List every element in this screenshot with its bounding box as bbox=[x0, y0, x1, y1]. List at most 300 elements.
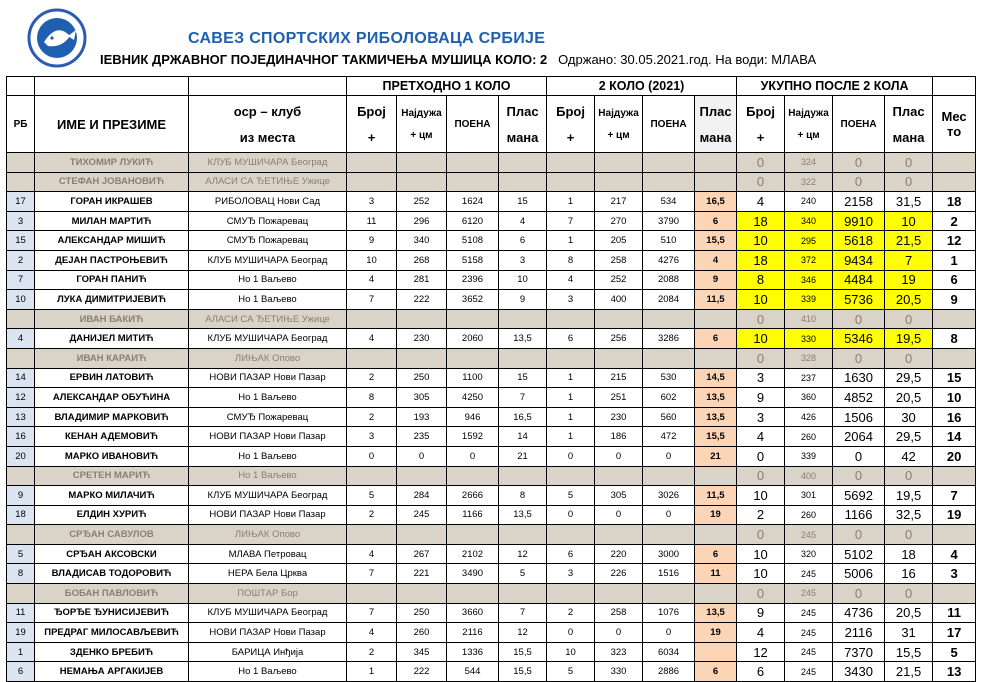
row-total-cell: 245 bbox=[785, 642, 833, 662]
col-broj: Број + bbox=[547, 96, 595, 153]
row-prev-cell: 21 bbox=[499, 446, 547, 466]
row-total-cell: 0 bbox=[737, 446, 785, 466]
row-rb: 10 bbox=[7, 290, 35, 310]
row-mesto: 19 bbox=[933, 505, 976, 525]
row-round2-cell bbox=[643, 584, 695, 604]
row-round2-cell: 1 bbox=[547, 388, 595, 408]
row-rb: 11 bbox=[7, 603, 35, 623]
row-rb: 15 bbox=[7, 231, 35, 251]
row-prev-cell: 2 bbox=[347, 642, 397, 662]
row-total-cell: 32,5 bbox=[885, 505, 933, 525]
row-prev-cell bbox=[397, 348, 447, 368]
competition-title: ІЕВНИК ДРЖАВНОГ ПОЈЕДИНАЧНОГ ТАКМИЧЕЊА МУШИЦА КОЛО: 2 bbox=[100, 52, 548, 67]
row-name: МИЛАН МАРТИЋ bbox=[35, 211, 189, 231]
table-row bbox=[7, 662, 976, 682]
col-club: оср – клуб из места bbox=[189, 96, 347, 153]
row-total-cell: 1630 bbox=[833, 368, 885, 388]
row-prev-cell bbox=[397, 309, 447, 329]
row-round2-cell bbox=[595, 153, 643, 173]
row-club: ЛИЊАК Опово bbox=[189, 348, 347, 368]
row-prev-cell: 13,5 bbox=[499, 329, 547, 349]
row-total-cell: 7 bbox=[885, 250, 933, 270]
row-mesto: 8 bbox=[933, 329, 976, 349]
row-round2-cell: 13,5 bbox=[695, 407, 737, 427]
row-round2-cell: 4 bbox=[547, 270, 595, 290]
row-prev-cell: 9 bbox=[347, 231, 397, 251]
row-total-cell: 400 bbox=[785, 466, 833, 486]
row-mesto bbox=[933, 584, 976, 604]
row-total-cell: 245 bbox=[785, 525, 833, 545]
row-rb bbox=[7, 584, 35, 604]
row-prev-cell bbox=[447, 309, 499, 329]
row-mesto bbox=[933, 466, 976, 486]
row-name: ЛУКА ДИМИТРИЈЕВИЋ bbox=[35, 290, 189, 310]
row-total-cell: 320 bbox=[785, 544, 833, 564]
row-prev-cell: 946 bbox=[447, 407, 499, 427]
row-prev-cell: 230 bbox=[397, 329, 447, 349]
row-club: НОВИ ПАЗАР Нови Пазар bbox=[189, 623, 347, 643]
row-total-cell: 7370 bbox=[833, 642, 885, 662]
row-club: КЛУБ МУШИЧАРА Београд bbox=[189, 153, 347, 173]
row-prev-cell bbox=[347, 466, 397, 486]
row-prev-cell: 0 bbox=[397, 446, 447, 466]
row-round2-cell bbox=[695, 584, 737, 604]
row-total-cell: 237 bbox=[785, 368, 833, 388]
row-total-cell: 339 bbox=[785, 290, 833, 310]
row-total-cell: 9 bbox=[737, 388, 785, 408]
row-prev-cell: 1592 bbox=[447, 427, 499, 447]
row-prev-cell: 8 bbox=[347, 388, 397, 408]
row-total-cell: 0 bbox=[833, 153, 885, 173]
row-total-cell: 245 bbox=[785, 662, 833, 682]
row-prev-cell: 12 bbox=[499, 544, 547, 564]
row-total-cell: 410 bbox=[785, 309, 833, 329]
row-mesto bbox=[933, 172, 976, 192]
row-total-cell: 2158 bbox=[833, 192, 885, 212]
row-total-cell: 0 bbox=[737, 153, 785, 173]
row-prev-cell: 2116 bbox=[447, 623, 499, 643]
table-row bbox=[7, 309, 976, 329]
row-rb bbox=[7, 153, 35, 173]
row-prev-cell bbox=[499, 153, 547, 173]
row-prev-cell bbox=[447, 584, 499, 604]
row-round2-cell: 252 bbox=[595, 270, 643, 290]
row-total-cell: 19,5 bbox=[885, 486, 933, 506]
row-total-cell: 346 bbox=[785, 270, 833, 290]
row-prev-cell bbox=[397, 172, 447, 192]
held-info: Одржано: 30.05.2021.год. На води: МЛАВА bbox=[558, 52, 817, 67]
row-total-cell: 3430 bbox=[833, 662, 885, 682]
row-club: НОВИ ПАЗАР Нови Пазар bbox=[189, 368, 347, 388]
row-round2-cell: 258 bbox=[595, 603, 643, 623]
row-prev-cell: 250 bbox=[397, 603, 447, 623]
row-total-cell: 29,5 bbox=[885, 368, 933, 388]
row-club: Но 1 Ваљево bbox=[189, 662, 347, 682]
row-total-cell: 0 bbox=[885, 525, 933, 545]
row-prev-cell: 5158 bbox=[447, 250, 499, 270]
col-rb: РБ bbox=[7, 96, 35, 153]
row-round2-cell: 251 bbox=[595, 388, 643, 408]
row-name: БОБАН ПАВЛОВИЋ bbox=[35, 584, 189, 604]
row-total-cell: 10 bbox=[737, 231, 785, 251]
row-round2-cell: 534 bbox=[643, 192, 695, 212]
row-prev-cell: 305 bbox=[397, 388, 447, 408]
row-round2-cell: 6 bbox=[695, 662, 737, 682]
row-round2-cell: 19 bbox=[695, 623, 737, 643]
row-rb: 4 bbox=[7, 329, 35, 349]
row-total-cell: 1166 bbox=[833, 505, 885, 525]
row-round2-cell: 0 bbox=[547, 623, 595, 643]
row-prev-cell: 4 bbox=[347, 544, 397, 564]
row-total-cell: 0 bbox=[737, 525, 785, 545]
row-prev-cell bbox=[347, 348, 397, 368]
row-round2-cell: 11,5 bbox=[695, 290, 737, 310]
row-name: ВЛАДИМИР МАРКОВИЋ bbox=[35, 407, 189, 427]
row-round2-cell: 5 bbox=[547, 662, 595, 682]
row-total-cell: 15,5 bbox=[885, 642, 933, 662]
row-mesto: 4 bbox=[933, 544, 976, 564]
row-name: МАРКО ИВАНОВИЋ bbox=[35, 446, 189, 466]
row-rb: 5 bbox=[7, 544, 35, 564]
row-round2-cell: 1 bbox=[547, 427, 595, 447]
row-total-cell: 0 bbox=[885, 153, 933, 173]
results-table bbox=[6, 76, 976, 682]
row-round2-cell bbox=[695, 348, 737, 368]
row-mesto: 1 bbox=[933, 250, 976, 270]
row-prev-cell: 340 bbox=[397, 231, 447, 251]
row-total-cell: 10 bbox=[737, 486, 785, 506]
row-prev-cell: 7 bbox=[347, 603, 397, 623]
row-round2-cell bbox=[695, 466, 737, 486]
row-total-cell: 29,5 bbox=[885, 427, 933, 447]
table-row bbox=[7, 329, 976, 349]
row-prev-cell bbox=[499, 172, 547, 192]
row-total-cell: 0 bbox=[885, 584, 933, 604]
row-round2-cell: 510 bbox=[643, 231, 695, 251]
row-prev-cell bbox=[499, 525, 547, 545]
row-total-cell: 18 bbox=[737, 250, 785, 270]
row-round2-cell bbox=[547, 348, 595, 368]
row-total-cell: 30 bbox=[885, 407, 933, 427]
table-row bbox=[7, 603, 976, 623]
row-prev-cell: 3 bbox=[347, 192, 397, 212]
row-prev-cell: 2102 bbox=[447, 544, 499, 564]
row-round2-cell: 6 bbox=[695, 544, 737, 564]
row-name: ЗДЕНКО БРЕБИЋ bbox=[35, 642, 189, 662]
row-name: ИВАН БАКИЋ bbox=[35, 309, 189, 329]
row-prev-cell bbox=[397, 466, 447, 486]
row-prev-cell bbox=[499, 466, 547, 486]
row-prev-cell: 6120 bbox=[447, 211, 499, 231]
row-prev-cell: 284 bbox=[397, 486, 447, 506]
row-prev-cell bbox=[499, 584, 547, 604]
row-round2-cell: 6034 bbox=[643, 642, 695, 662]
row-round2-cell: 3790 bbox=[643, 211, 695, 231]
row-round2-cell: 2088 bbox=[643, 270, 695, 290]
row-total-cell: 4852 bbox=[833, 388, 885, 408]
row-prev-cell: 544 bbox=[447, 662, 499, 682]
row-round2-cell bbox=[695, 153, 737, 173]
row-total-cell: 0 bbox=[737, 584, 785, 604]
row-round2-cell: 0 bbox=[643, 446, 695, 466]
row-round2-cell: 15,5 bbox=[695, 427, 737, 447]
row-prev-cell: 0 bbox=[447, 446, 499, 466]
row-round2-cell: 0 bbox=[643, 623, 695, 643]
row-total-cell: 0 bbox=[885, 466, 933, 486]
row-prev-cell: 221 bbox=[397, 564, 447, 584]
row-total-cell: 360 bbox=[785, 388, 833, 408]
row-prev-cell: 4 bbox=[347, 329, 397, 349]
row-prev-cell: 15,5 bbox=[499, 642, 547, 662]
row-club: ЛИЊАК Опово bbox=[189, 525, 347, 545]
row-total-cell: 301 bbox=[785, 486, 833, 506]
table-row bbox=[7, 446, 976, 466]
table-row bbox=[7, 584, 976, 604]
row-round2-cell bbox=[547, 309, 595, 329]
row-prev-cell: 5 bbox=[347, 486, 397, 506]
row-name: СРЂАН АКСОВСКИ bbox=[35, 544, 189, 564]
row-prev-cell bbox=[447, 466, 499, 486]
row-prev-cell: 10 bbox=[347, 250, 397, 270]
row-round2-cell: 0 bbox=[643, 505, 695, 525]
col-broj: Број + bbox=[737, 96, 785, 153]
row-rb: 17 bbox=[7, 192, 35, 212]
row-club: Но 1 Ваљево bbox=[189, 446, 347, 466]
row-prev-cell bbox=[347, 309, 397, 329]
row-total-cell: 4736 bbox=[833, 603, 885, 623]
row-total-cell: 4 bbox=[737, 427, 785, 447]
row-round2-cell: 226 bbox=[595, 564, 643, 584]
row-prev-cell: 1 bbox=[347, 662, 397, 682]
col-plasman: Плас мана bbox=[695, 96, 737, 153]
row-round2-cell bbox=[595, 525, 643, 545]
row-prev-cell: 260 bbox=[397, 623, 447, 643]
row-round2-cell: 0 bbox=[595, 623, 643, 643]
row-club: АЛАСИ СА ЂЕТИЊЕ Ужице bbox=[189, 172, 347, 192]
row-total-cell: 372 bbox=[785, 250, 833, 270]
row-mesto bbox=[933, 348, 976, 368]
row-prev-cell: 1624 bbox=[447, 192, 499, 212]
row-total-cell: 31 bbox=[885, 623, 933, 643]
row-total-cell: 10 bbox=[737, 329, 785, 349]
row-prev-cell: 3 bbox=[499, 250, 547, 270]
row-total-cell: 260 bbox=[785, 427, 833, 447]
row-name: ДАНИЈЕЛ МИТИЋ bbox=[35, 329, 189, 349]
col-plasman: Плас мана bbox=[885, 96, 933, 153]
col-najduza: Најдужа + цм bbox=[397, 96, 447, 153]
col-plasman: Плас мана bbox=[499, 96, 547, 153]
row-round2-cell: 6 bbox=[547, 329, 595, 349]
table-row bbox=[7, 211, 976, 231]
row-total-cell: 5006 bbox=[833, 564, 885, 584]
table-row bbox=[7, 407, 976, 427]
row-total-cell: 18 bbox=[885, 544, 933, 564]
row-round2-cell: 1 bbox=[547, 231, 595, 251]
table-row bbox=[7, 270, 976, 290]
row-prev-cell: 5108 bbox=[447, 231, 499, 251]
row-round2-cell: 270 bbox=[595, 211, 643, 231]
table-row bbox=[7, 427, 976, 447]
row-club: СМУЂ Пожаревац bbox=[189, 211, 347, 231]
row-club: НОВИ ПАЗАР Нови Пазар bbox=[189, 505, 347, 525]
row-round2-cell bbox=[643, 153, 695, 173]
row-rb: 7 bbox=[7, 270, 35, 290]
row-prev-cell: 3652 bbox=[447, 290, 499, 310]
row-round2-cell: 14,5 bbox=[695, 368, 737, 388]
row-prev-cell: 16,5 bbox=[499, 407, 547, 427]
row-prev-cell: 15 bbox=[499, 192, 547, 212]
row-prev-cell bbox=[347, 153, 397, 173]
row-round2-cell bbox=[695, 525, 737, 545]
row-club: БАРИЦА Инђија bbox=[189, 642, 347, 662]
row-mesto: 7 bbox=[933, 486, 976, 506]
row-round2-cell: 8 bbox=[547, 250, 595, 270]
row-total-cell: 20,5 bbox=[885, 603, 933, 623]
row-round2-cell: 0 bbox=[595, 446, 643, 466]
row-total-cell: 0 bbox=[833, 584, 885, 604]
row-rb: 9 bbox=[7, 486, 35, 506]
table-row bbox=[7, 525, 976, 545]
row-club: РИБОЛОВАЦ Нови Сад bbox=[189, 192, 347, 212]
row-total-cell: 0 bbox=[833, 172, 885, 192]
table-row bbox=[7, 564, 976, 584]
row-round2-cell: 0 bbox=[595, 505, 643, 525]
row-prev-cell: 296 bbox=[397, 211, 447, 231]
row-club: НЕРА Бела Црква bbox=[189, 564, 347, 584]
row-total-cell: 0 bbox=[833, 446, 885, 466]
row-prev-cell: 4 bbox=[499, 211, 547, 231]
table-row bbox=[7, 368, 976, 388]
row-round2-cell: 220 bbox=[595, 544, 643, 564]
table-row bbox=[7, 348, 976, 368]
row-round2-cell: 323 bbox=[595, 642, 643, 662]
row-round2-cell: 6 bbox=[695, 329, 737, 349]
row-name: ГОРАН ИКРАШЕВ bbox=[35, 192, 189, 212]
row-name: СРЂАН САВУЛОВ bbox=[35, 525, 189, 545]
row-prev-cell: 2396 bbox=[447, 270, 499, 290]
row-total-cell: 21,5 bbox=[885, 662, 933, 682]
row-club: КЛУБ МУШИЧАРА Београд bbox=[189, 329, 347, 349]
group-header-round2: 2 КОЛО (2021) bbox=[547, 77, 737, 96]
row-prev-cell: 252 bbox=[397, 192, 447, 212]
row-round2-cell bbox=[595, 309, 643, 329]
row-total-cell: 245 bbox=[785, 603, 833, 623]
row-round2-cell bbox=[643, 348, 695, 368]
group-header-total: УКУПНО ПОСЛЕ 2 КОЛА bbox=[737, 77, 933, 96]
row-total-cell: 20,5 bbox=[885, 290, 933, 310]
row-round2-cell: 0 bbox=[547, 446, 595, 466]
row-prev-cell: 7 bbox=[499, 603, 547, 623]
table-row bbox=[7, 172, 976, 192]
row-club: Но 1 Ваљево bbox=[189, 388, 347, 408]
row-prev-cell: 4 bbox=[347, 623, 397, 643]
row-prev-cell: 7 bbox=[347, 564, 397, 584]
row-rb: 20 bbox=[7, 446, 35, 466]
row-round2-cell: 256 bbox=[595, 329, 643, 349]
row-round2-cell bbox=[695, 642, 737, 662]
row-round2-cell: 6 bbox=[695, 211, 737, 231]
col-najduza: Најдужа + цм bbox=[595, 96, 643, 153]
row-mesto bbox=[933, 153, 976, 173]
row-round2-cell: 21 bbox=[695, 446, 737, 466]
row-prev-cell: 4250 bbox=[447, 388, 499, 408]
row-total-cell: 10 bbox=[737, 564, 785, 584]
row-round2-cell: 6 bbox=[547, 544, 595, 564]
col-poena: ПОЕНА bbox=[447, 96, 499, 153]
row-prev-cell: 5 bbox=[499, 564, 547, 584]
row-mesto: 5 bbox=[933, 642, 976, 662]
row-total-cell: 19 bbox=[885, 270, 933, 290]
row-round2-cell: 3 bbox=[547, 290, 595, 310]
row-prev-cell: 4 bbox=[347, 270, 397, 290]
row-round2-cell bbox=[547, 584, 595, 604]
row-prev-cell: 235 bbox=[397, 427, 447, 447]
row-round2-cell bbox=[643, 172, 695, 192]
row-rb: 12 bbox=[7, 388, 35, 408]
row-prev-cell bbox=[447, 525, 499, 545]
row-club: СМУЂ Пожаревац bbox=[189, 231, 347, 251]
row-total-cell: 12 bbox=[737, 642, 785, 662]
row-round2-cell: 13,5 bbox=[695, 388, 737, 408]
row-prev-cell bbox=[347, 172, 397, 192]
row-prev-cell: 11 bbox=[347, 211, 397, 231]
row-total-cell: 8 bbox=[737, 270, 785, 290]
row-rb: 19 bbox=[7, 623, 35, 643]
row-total-cell: 5692 bbox=[833, 486, 885, 506]
row-mesto: 10 bbox=[933, 388, 976, 408]
row-rb: 13 bbox=[7, 407, 35, 427]
row-prev-cell: 2 bbox=[347, 407, 397, 427]
row-total-cell: 9434 bbox=[833, 250, 885, 270]
row-mesto: 15 bbox=[933, 368, 976, 388]
row-mesto: 14 bbox=[933, 427, 976, 447]
row-round2-cell: 11 bbox=[695, 564, 737, 584]
row-total-cell: 5618 bbox=[833, 231, 885, 251]
row-mesto: 17 bbox=[933, 623, 976, 643]
report-subtitle bbox=[100, 52, 816, 67]
row-total-cell: 3 bbox=[737, 407, 785, 427]
row-total-cell: 10 bbox=[737, 544, 785, 564]
row-total-cell: 0 bbox=[737, 466, 785, 486]
row-round2-cell: 400 bbox=[595, 290, 643, 310]
row-total-cell: 6 bbox=[737, 662, 785, 682]
row-round2-cell: 186 bbox=[595, 427, 643, 447]
row-name: АЛЕКСАНДАР ОБУЋИНА bbox=[35, 388, 189, 408]
row-round2-cell bbox=[547, 153, 595, 173]
row-total-cell: 0 bbox=[737, 309, 785, 329]
row-prev-cell bbox=[499, 348, 547, 368]
row-round2-cell: 5 bbox=[547, 486, 595, 506]
table-row bbox=[7, 623, 976, 643]
row-total-cell: 9910 bbox=[833, 211, 885, 231]
row-prev-cell bbox=[447, 348, 499, 368]
row-round2-cell bbox=[595, 348, 643, 368]
row-round2-cell bbox=[595, 466, 643, 486]
row-total-cell: 4484 bbox=[833, 270, 885, 290]
row-total-cell: 0 bbox=[833, 466, 885, 486]
row-prev-cell bbox=[397, 153, 447, 173]
row-round2-cell: 1 bbox=[547, 192, 595, 212]
row-rb: 8 bbox=[7, 564, 35, 584]
row-name: ЂОРЂЕ ЂУНИСИЈЕВИЋ bbox=[35, 603, 189, 623]
row-prev-cell: 3490 bbox=[447, 564, 499, 584]
row-prev-cell: 2060 bbox=[447, 329, 499, 349]
row-name: ПРЕДРАГ МИЛОСАВЉЕВИЋ bbox=[35, 623, 189, 643]
table-row bbox=[7, 250, 976, 270]
row-prev-cell: 2 bbox=[347, 368, 397, 388]
row-prev-cell: 14 bbox=[499, 427, 547, 447]
row-total-cell: 295 bbox=[785, 231, 833, 251]
